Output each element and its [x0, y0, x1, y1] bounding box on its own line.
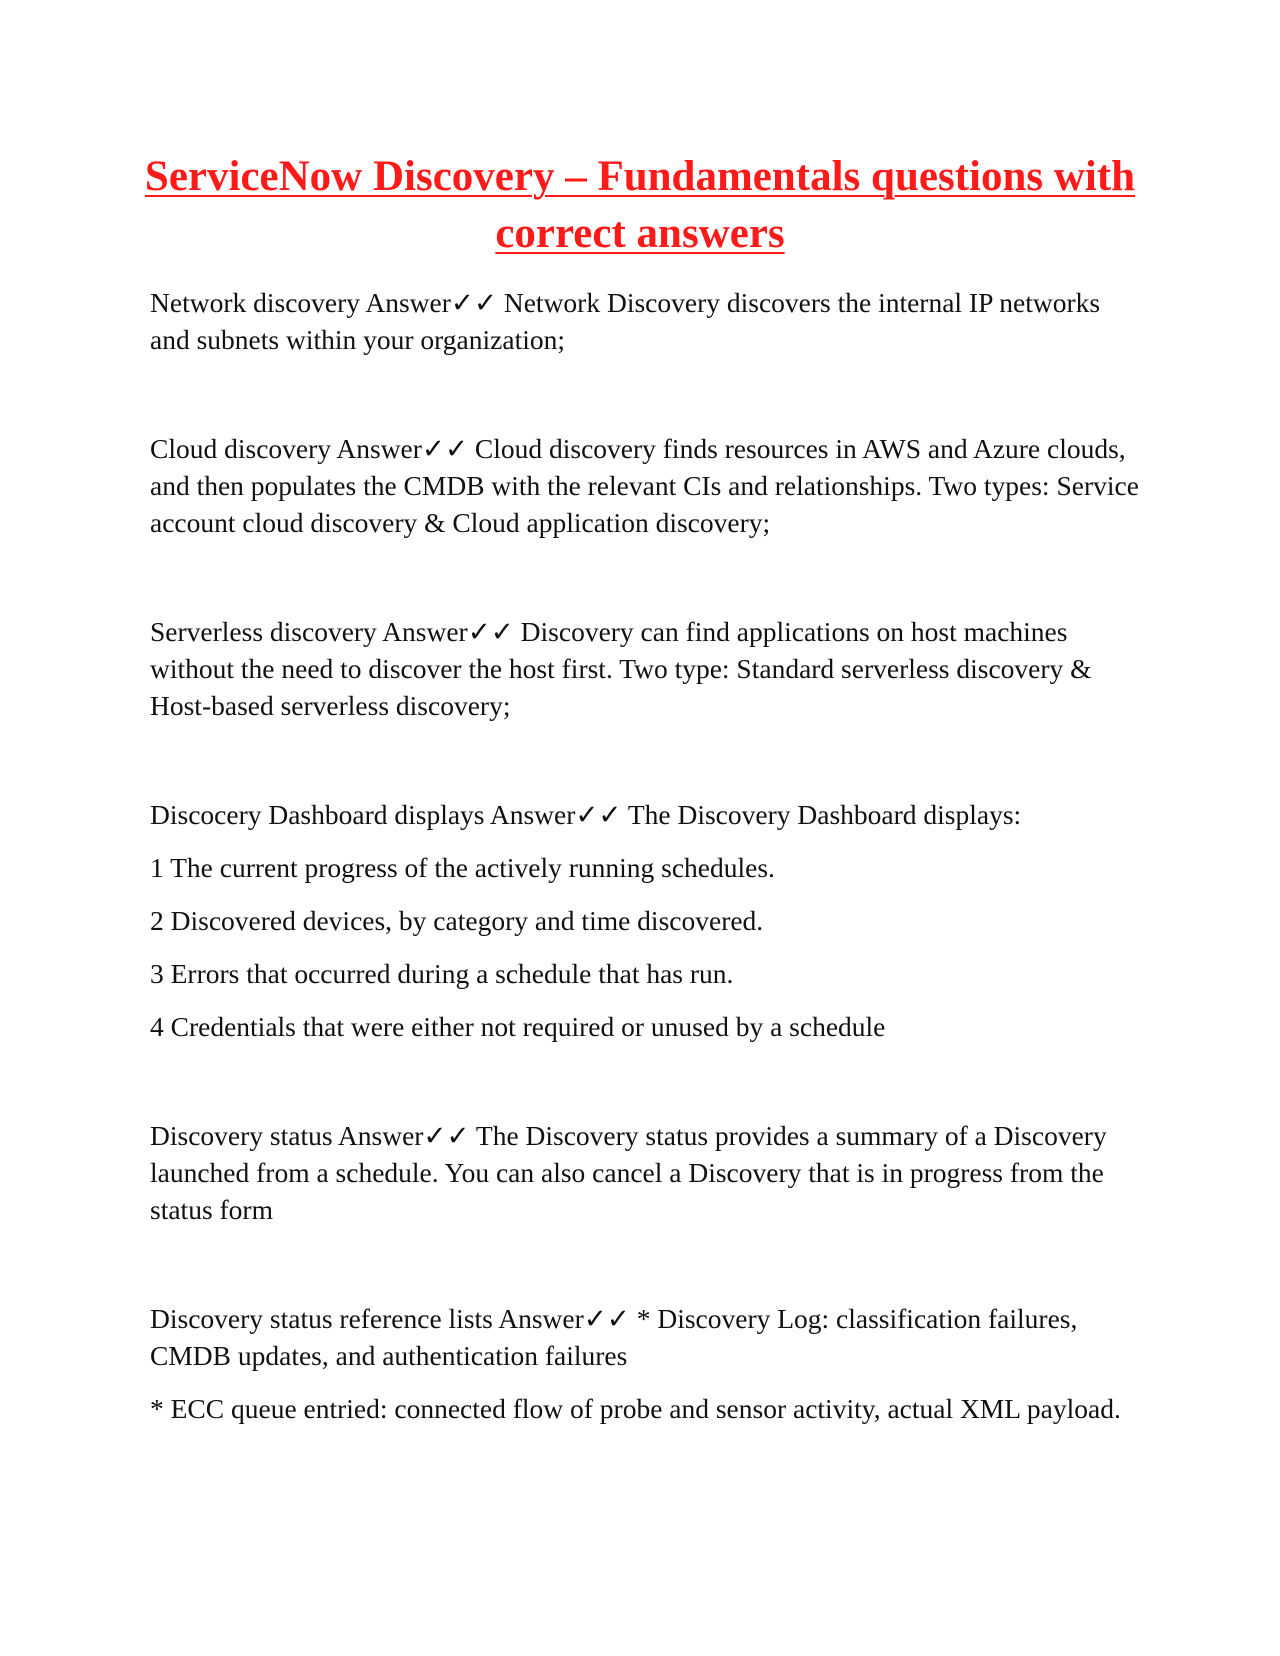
- paragraph-network-discovery: Network discovery Answer✓✓ Network Discovery discovers the internal IP networks and subnets within your organization;: [150, 287, 1101, 355]
- paragraph-status-reference-lists: Discovery status reference lists Answer✓✓ * Discovery Log: classification failures, CMDB updates, and authentication failures: [150, 1303, 1078, 1371]
- document-body: [150, 284, 1140, 1427]
- paragraph-ecc-queue: * ECC queue entried: connected flow of probe and sensor activity, actual XML payload.: [150, 1393, 1121, 1424]
- paragraph-dashboard-displays: Discocery Dashboard displays Answer✓✓ The Discovery Dashboard displays:: [150, 799, 1022, 830]
- list-item-dashboard-3: 3 Errors that occurred during a schedule that has run.: [150, 958, 734, 989]
- list-item-dashboard-4: 4 Credentials that were either not required or unused by a schedule: [150, 1011, 886, 1042]
- document-title: ServiceNow Discovery – Fundamentals questions with correct answers: [144, 153, 1136, 257]
- paragraph-discovery-status: Discovery status Answer✓✓ The Discovery status provides a summary of a Discovery launched from a schedule. You can also cancel a Discovery that is in progress from the status form: [150, 1120, 1107, 1225]
- list-item-dashboard-2: 2 Discovered devices, by category and time discovered.: [150, 905, 764, 936]
- paragraph-serverless-discovery: Serverless discovery Answer✓✓ Discovery can find applications on host machines without the need to discover the host first. Two type: Standard serverless discovery & Host-based serverless discovery;: [150, 616, 1092, 721]
- paragraph-cloud-discovery: Cloud discovery Answer✓✓ Cloud discovery finds resources in AWS and Azure clouds, and then populates the CMDB with the relevant CIs and relationships. Two types: Service account cloud discovery & Cloud application discovery;: [150, 433, 1139, 538]
- list-item-dashboard-1: 1 The current progress of the actively running schedules.: [150, 852, 775, 883]
